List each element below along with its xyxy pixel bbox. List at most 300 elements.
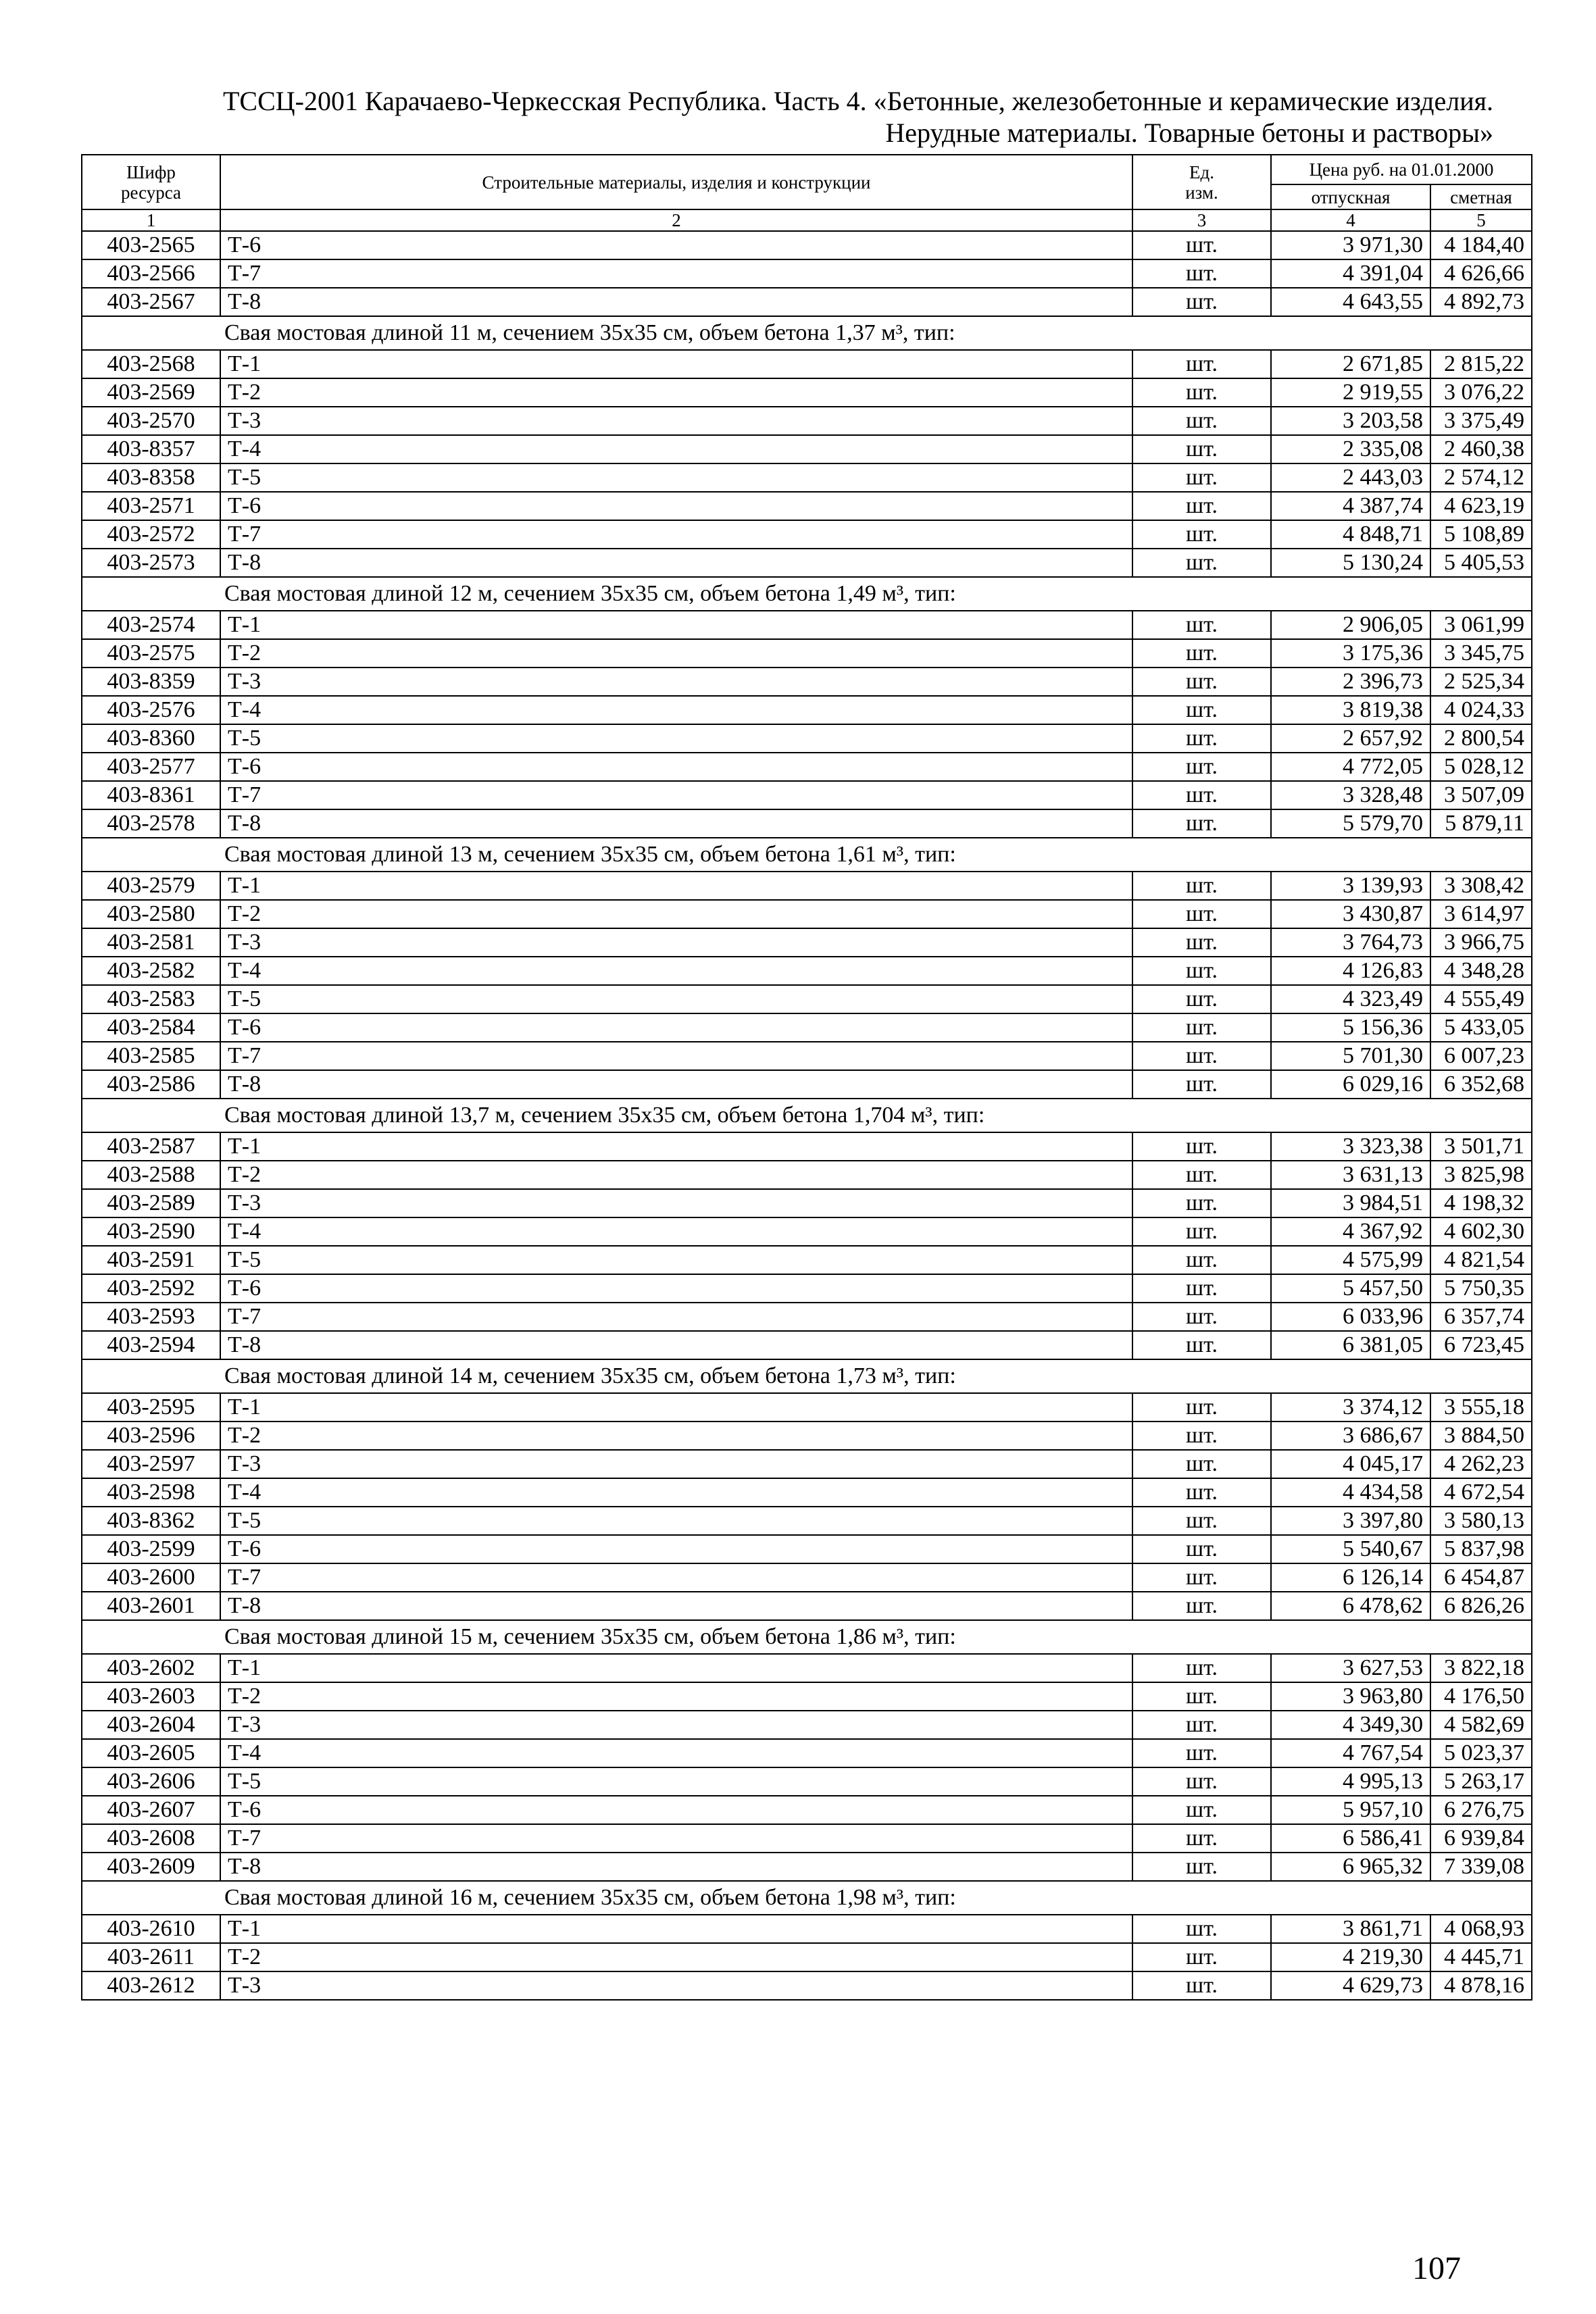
wholesale-price-cell: 4 219,30: [1271, 1943, 1430, 1971]
table-row: [82, 259, 1532, 288]
estimate-price-cell: 6 276,75: [1430, 1796, 1532, 1824]
resource-code-cell: 403-2570: [82, 407, 220, 435]
item-type-cell: Т-3: [220, 1711, 1132, 1739]
table-row: [82, 1246, 1532, 1274]
table-row: [82, 1682, 1532, 1711]
item-type-cell: Т-6: [220, 1013, 1132, 1042]
unit-cell: шт.: [1132, 1042, 1271, 1070]
unit-cell: шт.: [1132, 1393, 1271, 1422]
resource-code-cell: 403-2569: [82, 378, 220, 407]
estimate-price-cell: 4 024,33: [1430, 696, 1532, 724]
item-type-cell: Т-4: [220, 1739, 1132, 1767]
unit-cell: шт.: [1132, 1422, 1271, 1450]
table-row: [82, 753, 1532, 781]
price-table: [81, 154, 1532, 2001]
resource-code-cell: 403-8362: [82, 1507, 220, 1535]
wholesale-price-cell: 4 391,04: [1271, 259, 1430, 288]
section-heading: Свая мостовая длиной 12 м, сечением 35х35 см, объем бетона 1,49 м³, тип:: [82, 577, 1532, 611]
estimate-price-cell: 4 623,19: [1430, 492, 1532, 520]
table-row: [82, 1422, 1532, 1450]
resource-code-cell: 403-2583: [82, 985, 220, 1013]
estimate-price-cell: 4 348,28: [1430, 957, 1532, 985]
item-type-cell: Т-7: [220, 1563, 1132, 1592]
unit-cell: шт.: [1132, 781, 1271, 809]
table-row: [82, 1478, 1532, 1507]
resource-code-cell: 403-2596: [82, 1422, 220, 1450]
wholesale-price-cell: 5 130,24: [1271, 549, 1430, 577]
resource-code-cell: 403-2584: [82, 1013, 220, 1042]
item-type-cell: Т-4: [220, 435, 1132, 463]
wholesale-price-cell: 2 657,92: [1271, 724, 1430, 753]
item-type-cell: Т-5: [220, 1767, 1132, 1796]
estimate-price-cell: 3 501,71: [1430, 1132, 1532, 1161]
unit-cell: шт.: [1132, 872, 1271, 900]
unit-cell: шт.: [1132, 520, 1271, 549]
table-row: [82, 1217, 1532, 1246]
item-type-cell: Т-3: [220, 407, 1132, 435]
column-number-5: 5: [1430, 209, 1532, 231]
resource-code-cell: 403-2579: [82, 872, 220, 900]
resource-code-cell: 403-2595: [82, 1393, 220, 1422]
resource-code-cell: 403-2587: [82, 1132, 220, 1161]
item-type-cell: Т-3: [220, 928, 1132, 957]
column-number-4: 4: [1271, 209, 1430, 231]
item-type-cell: Т-2: [220, 378, 1132, 407]
wholesale-price-cell: 4 767,54: [1271, 1739, 1430, 1767]
unit-cell: шт.: [1132, 1013, 1271, 1042]
item-type-cell: Т-7: [220, 1042, 1132, 1070]
estimate-price-cell: 4 821,54: [1430, 1246, 1532, 1274]
estimate-price-cell: 4 198,32: [1430, 1189, 1532, 1217]
unit-cell: шт.: [1132, 1450, 1271, 1478]
unit-cell: шт.: [1132, 1739, 1271, 1767]
column-header-name: Строительные материалы, изделия и конструкции: [220, 155, 1132, 209]
resource-code-cell: 403-2580: [82, 900, 220, 928]
wholesale-price-cell: 5 579,70: [1271, 809, 1430, 838]
wholesale-price-cell: 2 443,03: [1271, 463, 1430, 492]
table-row: [82, 1450, 1532, 1478]
wholesale-price-cell: 3 627,53: [1271, 1654, 1430, 1682]
item-type-cell: Т-8: [220, 1853, 1132, 1881]
wholesale-price-cell: 3 971,30: [1271, 231, 1430, 259]
estimate-price-cell: 5 405,53: [1430, 549, 1532, 577]
estimate-price-cell: 4 582,69: [1430, 1711, 1532, 1739]
item-type-cell: Т-7: [220, 1824, 1132, 1853]
item-type-cell: Т-1: [220, 611, 1132, 639]
column-header-price-group: Цена руб. на 01.01.2000: [1271, 155, 1532, 184]
estimate-price-cell: 4 184,40: [1430, 231, 1532, 259]
estimate-price-cell: 4 262,23: [1430, 1450, 1532, 1478]
unit-cell: шт.: [1132, 1971, 1271, 2000]
table-row: [82, 900, 1532, 928]
item-type-cell: Т-5: [220, 463, 1132, 492]
resource-code-cell: 403-2581: [82, 928, 220, 957]
column-number-2: 2: [220, 209, 1132, 231]
table-row: [82, 1563, 1532, 1592]
resource-code-cell: 403-2611: [82, 1943, 220, 1971]
item-type-cell: Т-7: [220, 520, 1132, 549]
unit-cell: шт.: [1132, 809, 1271, 838]
item-type-cell: Т-8: [220, 288, 1132, 316]
table-row: [82, 435, 1532, 463]
unit-cell: шт.: [1132, 1535, 1271, 1563]
item-type-cell: Т-3: [220, 1450, 1132, 1478]
resource-code-cell: 403-2605: [82, 1739, 220, 1767]
unit-cell: шт.: [1132, 1246, 1271, 1274]
section-heading: Свая мостовая длиной 16 м, сечением 35х35 см, объем бетона 1,98 м³, тип:: [82, 1881, 1532, 1915]
table-row: [82, 668, 1532, 696]
item-type-cell: Т-1: [220, 1915, 1132, 1943]
wholesale-price-cell: 4 323,49: [1271, 985, 1430, 1013]
table-row: [82, 1853, 1532, 1881]
wholesale-price-cell: 2 671,85: [1271, 350, 1430, 378]
unit-cell: шт.: [1132, 1189, 1271, 1217]
table-row: [82, 1711, 1532, 1739]
unit-cell: шт.: [1132, 1654, 1271, 1682]
item-type-cell: Т-7: [220, 781, 1132, 809]
wholesale-price-cell: 3 764,73: [1271, 928, 1430, 957]
estimate-price-cell: 2 800,54: [1430, 724, 1532, 753]
table-row: [82, 1393, 1532, 1422]
wholesale-price-cell: 3 819,38: [1271, 696, 1430, 724]
table-row: [82, 957, 1532, 985]
estimate-price-cell: 3 966,75: [1430, 928, 1532, 957]
wholesale-price-cell: 2 396,73: [1271, 668, 1430, 696]
wholesale-price-cell: 6 029,16: [1271, 1070, 1430, 1099]
price-table-body: [82, 231, 1532, 2000]
section-row: [82, 1099, 1532, 1132]
wholesale-price-cell: 4 629,73: [1271, 1971, 1430, 2000]
wholesale-price-cell: 3 963,80: [1271, 1682, 1430, 1711]
resource-code-cell: 403-2567: [82, 288, 220, 316]
section-heading: Свая мостовая длиной 13 м, сечением 35х35 см, объем бетона 1,61 м³, тип:: [82, 838, 1532, 872]
item-type-cell: Т-1: [220, 1132, 1132, 1161]
unit-cell: шт.: [1132, 1915, 1271, 1943]
unit-cell: шт.: [1132, 1331, 1271, 1359]
column-header-unit: [1132, 155, 1271, 209]
estimate-price-cell: 6 007,23: [1430, 1042, 1532, 1070]
unit-cell: шт.: [1132, 1478, 1271, 1507]
table-row: [82, 1943, 1532, 1971]
item-type-cell: Т-2: [220, 1422, 1132, 1450]
estimate-price-cell: 5 108,89: [1430, 520, 1532, 549]
unit-cell: шт.: [1132, 696, 1271, 724]
estimate-price-cell: 4 068,93: [1430, 1915, 1532, 1943]
estimate-price-cell: 5 837,98: [1430, 1535, 1532, 1563]
column-header-unit-line-2: изм.: [1185, 182, 1218, 203]
unit-cell: шт.: [1132, 611, 1271, 639]
wholesale-price-cell: 6 478,62: [1271, 1592, 1430, 1620]
resource-code-cell: 403-2608: [82, 1824, 220, 1853]
table-row: [82, 520, 1532, 549]
unit-cell: шт.: [1132, 1563, 1271, 1592]
section-row: [82, 1620, 1532, 1654]
estimate-price-cell: 3 884,50: [1430, 1422, 1532, 1450]
estimate-price-cell: 3 507,09: [1430, 781, 1532, 809]
estimate-price-cell: 2 525,34: [1430, 668, 1532, 696]
unit-cell: шт.: [1132, 1274, 1271, 1303]
estimate-price-cell: 2 574,12: [1430, 463, 1532, 492]
resource-code-cell: 403-2576: [82, 696, 220, 724]
section-row: [82, 838, 1532, 872]
wholesale-price-cell: 4 848,71: [1271, 520, 1430, 549]
item-type-cell: Т-1: [220, 1654, 1132, 1682]
wholesale-price-cell: 5 540,67: [1271, 1535, 1430, 1563]
item-type-cell: Т-6: [220, 753, 1132, 781]
resource-code-cell: 403-2565: [82, 231, 220, 259]
unit-cell: шт.: [1132, 1767, 1271, 1796]
section-heading: Свая мостовая длиной 14 м, сечением 35х35 см, объем бетона 1,73 м³, тип:: [82, 1359, 1532, 1393]
unit-cell: шт.: [1132, 435, 1271, 463]
wholesale-price-cell: 4 367,92: [1271, 1217, 1430, 1246]
item-type-cell: Т-3: [220, 668, 1132, 696]
estimate-price-cell: 4 892,73: [1430, 288, 1532, 316]
resource-code-cell: 403-2607: [82, 1796, 220, 1824]
estimate-price-cell: 4 672,54: [1430, 1478, 1532, 1507]
item-type-cell: Т-6: [220, 1796, 1132, 1824]
section-heading: Свая мостовая длиной 13,7 м, сечением 35х35 см, объем бетона 1,704 м³, тип:: [82, 1099, 1532, 1132]
estimate-price-cell: 3 614,97: [1430, 900, 1532, 928]
table-row: [82, 1824, 1532, 1853]
resource-code-cell: 403-2592: [82, 1274, 220, 1303]
price-table-header: [82, 155, 1532, 231]
unit-cell: шт.: [1132, 1070, 1271, 1099]
wholesale-price-cell: 3 203,58: [1271, 407, 1430, 435]
table-row: [82, 724, 1532, 753]
item-type-cell: Т-5: [220, 1246, 1132, 1274]
unit-cell: шт.: [1132, 1161, 1271, 1189]
resource-code-cell: 403-2566: [82, 259, 220, 288]
unit-cell: шт.: [1132, 724, 1271, 753]
unit-cell: шт.: [1132, 378, 1271, 407]
resource-code-cell: 403-2577: [82, 753, 220, 781]
wholesale-price-cell: 3 175,36: [1271, 639, 1430, 668]
table-row: [82, 1654, 1532, 1682]
unit-cell: шт.: [1132, 288, 1271, 316]
estimate-price-cell: 3 076,22: [1430, 378, 1532, 407]
item-type-cell: Т-5: [220, 985, 1132, 1013]
table-row: [82, 350, 1532, 378]
wholesale-price-cell: 5 701,30: [1271, 1042, 1430, 1070]
table-row: [82, 1592, 1532, 1620]
wholesale-price-cell: 3 139,93: [1271, 872, 1430, 900]
estimate-price-cell: 3 308,42: [1430, 872, 1532, 900]
wholesale-price-cell: 5 156,36: [1271, 1013, 1430, 1042]
unit-cell: шт.: [1132, 1796, 1271, 1824]
item-type-cell: Т-4: [220, 696, 1132, 724]
estimate-price-cell: 5 028,12: [1430, 753, 1532, 781]
table-row: [82, 1274, 1532, 1303]
table-row: [82, 1915, 1532, 1943]
column-number-1: 1: [82, 209, 220, 231]
resource-code-cell: 403-2589: [82, 1189, 220, 1217]
estimate-price-cell: 6 454,87: [1430, 1563, 1532, 1592]
item-type-cell: Т-8: [220, 1331, 1132, 1359]
item-type-cell: Т-2: [220, 639, 1132, 668]
unit-cell: шт.: [1132, 492, 1271, 520]
unit-cell: шт.: [1132, 1853, 1271, 1881]
unit-cell: шт.: [1132, 407, 1271, 435]
resource-code-cell: 403-2568: [82, 350, 220, 378]
column-number-3: 3: [1132, 209, 1271, 231]
resource-code-cell: 403-2572: [82, 520, 220, 549]
resource-code-cell: 403-2610: [82, 1915, 220, 1943]
wholesale-price-cell: 6 965,32: [1271, 1853, 1430, 1881]
wholesale-price-cell: 3 323,38: [1271, 1132, 1430, 1161]
column-header-code-line-2: ресурса: [120, 182, 182, 203]
item-type-cell: Т-2: [220, 900, 1132, 928]
item-type-cell: Т-8: [220, 1070, 1132, 1099]
unit-cell: шт.: [1132, 463, 1271, 492]
resource-code-cell: 403-2612: [82, 1971, 220, 2000]
table-row: [82, 492, 1532, 520]
resource-code-cell: 403-2591: [82, 1246, 220, 1274]
wholesale-price-cell: 3 397,80: [1271, 1507, 1430, 1535]
estimate-price-cell: 2 815,22: [1430, 350, 1532, 378]
table-row: [82, 378, 1532, 407]
unit-cell: шт.: [1132, 668, 1271, 696]
table-row: [82, 407, 1532, 435]
item-type-cell: Т-1: [220, 872, 1132, 900]
wholesale-price-cell: 6 381,05: [1271, 1331, 1430, 1359]
item-type-cell: Т-8: [220, 549, 1132, 577]
wholesale-price-cell: 3 984,51: [1271, 1189, 1430, 1217]
unit-cell: шт.: [1132, 900, 1271, 928]
wholesale-price-cell: 6 033,96: [1271, 1303, 1430, 1331]
table-row: [82, 696, 1532, 724]
resource-code-cell: 403-8357: [82, 435, 220, 463]
table-row: [82, 1796, 1532, 1824]
estimate-price-cell: 5 263,17: [1430, 1767, 1532, 1796]
unit-cell: шт.: [1132, 753, 1271, 781]
resource-code-cell: 403-2597: [82, 1450, 220, 1478]
resource-code-cell: 403-2573: [82, 549, 220, 577]
resource-code-cell: 403-2609: [82, 1853, 220, 1881]
unit-cell: шт.: [1132, 1507, 1271, 1535]
item-type-cell: Т-7: [220, 259, 1132, 288]
wholesale-price-cell: 4 349,30: [1271, 1711, 1430, 1739]
section-row: [82, 1359, 1532, 1393]
estimate-price-cell: 6 723,45: [1430, 1331, 1532, 1359]
unit-cell: шт.: [1132, 231, 1271, 259]
table-row: [82, 928, 1532, 957]
wholesale-price-cell: 3 374,12: [1271, 1393, 1430, 1422]
resource-code-cell: 403-2590: [82, 1217, 220, 1246]
wholesale-price-cell: 6 126,14: [1271, 1563, 1430, 1592]
wholesale-price-cell: 4 643,55: [1271, 288, 1430, 316]
unit-cell: шт.: [1132, 1592, 1271, 1620]
estimate-price-cell: 5 433,05: [1430, 1013, 1532, 1042]
item-type-cell: Т-5: [220, 724, 1132, 753]
section-row: [82, 316, 1532, 350]
resource-code-cell: 403-2575: [82, 639, 220, 668]
table-row: [82, 1971, 1532, 2000]
section-row: [82, 1881, 1532, 1915]
estimate-price-cell: 6 939,84: [1430, 1824, 1532, 1853]
wholesale-price-cell: 3 631,13: [1271, 1161, 1430, 1189]
wholesale-price-cell: 3 861,71: [1271, 1915, 1430, 1943]
item-type-cell: Т-5: [220, 1507, 1132, 1535]
table-row: [82, 549, 1532, 577]
table-row: [82, 1070, 1532, 1099]
table-row: [82, 611, 1532, 639]
unit-cell: шт.: [1132, 1943, 1271, 1971]
wholesale-price-cell: 4 045,17: [1271, 1450, 1430, 1478]
estimate-price-cell: 5 750,35: [1430, 1274, 1532, 1303]
estimate-price-cell: 6 826,26: [1430, 1592, 1532, 1620]
unit-cell: шт.: [1132, 259, 1271, 288]
table-row: [82, 1535, 1532, 1563]
table-row: [82, 781, 1532, 809]
estimate-price-cell: 3 580,13: [1430, 1507, 1532, 1535]
unit-cell: шт.: [1132, 1132, 1271, 1161]
estimate-price-cell: 3 555,18: [1430, 1393, 1532, 1422]
item-type-cell: Т-8: [220, 809, 1132, 838]
resource-code-cell: 403-2593: [82, 1303, 220, 1331]
table-row: [82, 1013, 1532, 1042]
table-row: [82, 872, 1532, 900]
estimate-price-cell: 4 878,16: [1430, 1971, 1532, 2000]
wholesale-price-cell: 2 919,55: [1271, 378, 1430, 407]
resource-code-cell: 403-2604: [82, 1711, 220, 1739]
document-title-line-1: ТССЦ-2001 Карачаево-Черкесская Республика. Часть 4. «Бетонные, железобетонные и керамические изделия.: [222, 86, 1493, 116]
resource-code-cell: 403-2571: [82, 492, 220, 520]
estimate-price-cell: 3 825,98: [1430, 1161, 1532, 1189]
resource-code-cell: 403-2582: [82, 957, 220, 985]
item-type-cell: Т-4: [220, 1478, 1132, 1507]
estimate-price-cell: 3 345,75: [1430, 639, 1532, 668]
page-number: 107: [1412, 2250, 1461, 2286]
estimate-price-cell: 4 445,71: [1430, 1943, 1532, 1971]
estimate-price-cell: 6 357,74: [1430, 1303, 1532, 1331]
wholesale-price-cell: 3 686,67: [1271, 1422, 1430, 1450]
table-row: [82, 639, 1532, 668]
resource-code-cell: 403-2574: [82, 611, 220, 639]
resource-code-cell: 403-8359: [82, 668, 220, 696]
unit-cell: шт.: [1132, 957, 1271, 985]
unit-cell: шт.: [1132, 350, 1271, 378]
item-type-cell: Т-8: [220, 1592, 1132, 1620]
table-row: [82, 1767, 1532, 1796]
section-row: [82, 577, 1532, 611]
table-row: [82, 1331, 1532, 1359]
column-header-price-estimate: сметная: [1430, 184, 1532, 209]
item-type-cell: Т-2: [220, 1682, 1132, 1711]
item-type-cell: Т-2: [220, 1161, 1132, 1189]
estimate-price-cell: 2 460,38: [1430, 435, 1532, 463]
item-type-cell: Т-7: [220, 1303, 1132, 1331]
section-heading: Свая мостовая длиной 11 м, сечением 35х35 см, объем бетона 1,37 м³, тип:: [82, 316, 1532, 350]
resource-code-cell: 403-2594: [82, 1331, 220, 1359]
estimate-price-cell: 3 822,18: [1430, 1654, 1532, 1682]
column-header-code-line-1: Шифр: [126, 161, 176, 182]
wholesale-price-cell: 4 387,74: [1271, 492, 1430, 520]
wholesale-price-cell: 4 434,58: [1271, 1478, 1430, 1507]
wholesale-price-cell: 6 586,41: [1271, 1824, 1430, 1853]
resource-code-cell: 403-2598: [82, 1478, 220, 1507]
unit-cell: шт.: [1132, 1711, 1271, 1739]
item-type-cell: Т-4: [220, 1217, 1132, 1246]
item-type-cell: Т-6: [220, 1274, 1132, 1303]
resource-code-cell: 403-8360: [82, 724, 220, 753]
table-row: [82, 231, 1532, 259]
table-row: [82, 985, 1532, 1013]
item-type-cell: Т-3: [220, 1189, 1132, 1217]
unit-cell: шт.: [1132, 1303, 1271, 1331]
item-type-cell: Т-1: [220, 1393, 1132, 1422]
table-row: [82, 1507, 1532, 1535]
column-header-unit-line-1: Ед.: [1189, 161, 1214, 182]
